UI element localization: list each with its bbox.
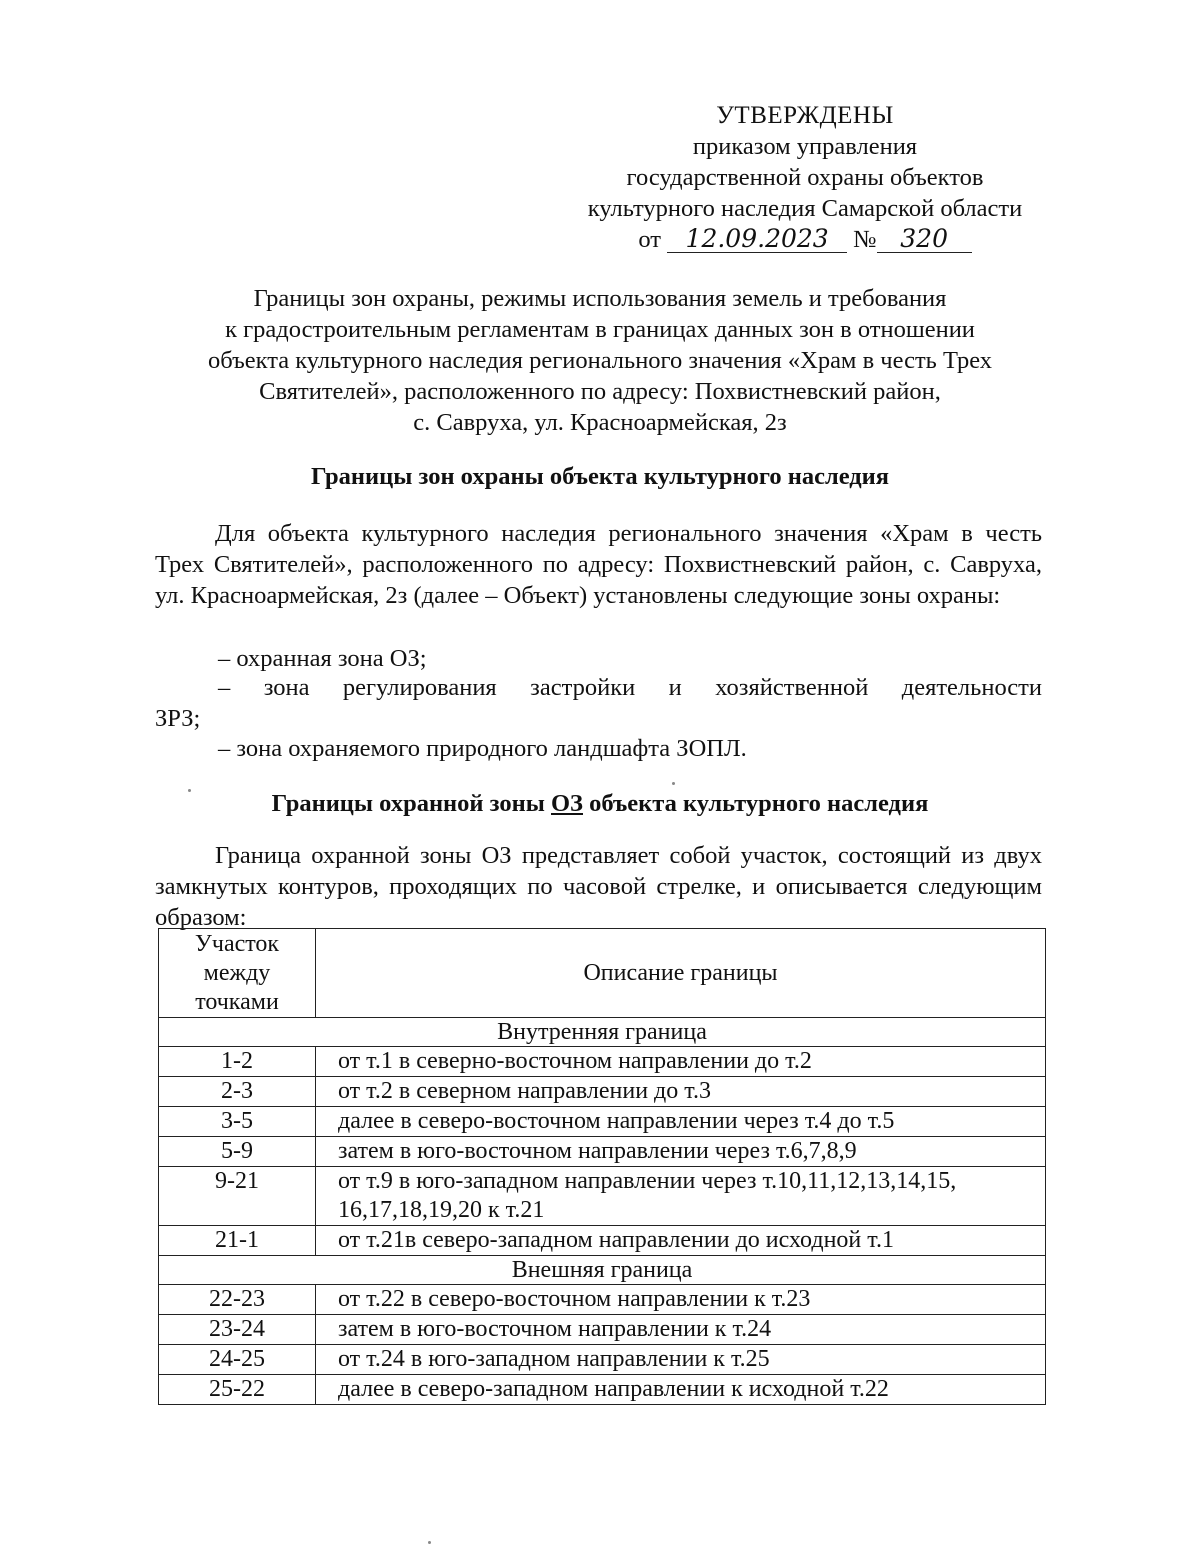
- section-2-paragraph: Граница охранной зоны ОЗ представляет собой участок, состоящий из двух замкнутых контуров, проходящих по часовой стрелке, и описывается следующим образом:: [155, 842, 1042, 931]
- section-2-heading-end: объекта культурного наследия: [583, 790, 929, 817]
- segment-cell: 25-22: [159, 1375, 316, 1405]
- approval-date-line: [540, 224, 1070, 255]
- title-line-5: с. Савруха, ул. Красноармейская, 2з: [413, 409, 787, 436]
- header-description: Описание границы: [316, 929, 1046, 1018]
- description-cell: от т.24 в юго-западном направлении к т.25: [316, 1345, 1046, 1375]
- table-row: [159, 1077, 1046, 1107]
- inner-boundary-row: [159, 1018, 1046, 1047]
- description-cell: затем в юго-восточном направлении через т.6,7,8,9: [316, 1137, 1046, 1167]
- table-row: [159, 1315, 1046, 1345]
- title-line-1: Границы зон охраны, режимы использования земель и требования: [253, 285, 947, 312]
- outer-boundary-row: [159, 1256, 1046, 1285]
- zone-list-item-1: – охранная зона ОЗ;: [218, 645, 427, 672]
- outer-boundary-title: Внешняя граница: [159, 1256, 1046, 1285]
- description-cell: от т.2 в северном направлении до т.3: [316, 1077, 1046, 1107]
- table-row: [159, 1137, 1046, 1167]
- title-line-3: объекта культурного наследия регионального значения «Храм в честь Трех: [207, 347, 993, 374]
- inner-boundary-title: Внутренняя граница: [159, 1018, 1046, 1047]
- description-cell: далее в северо-западном направлении к исходной т.22: [316, 1375, 1046, 1405]
- approval-line-2: государственной охраны объектов: [626, 164, 984, 191]
- approval-line-1: приказом управления: [692, 133, 918, 160]
- document-title: [160, 283, 1040, 438]
- header-segment: [159, 929, 316, 1018]
- description-cell: от т.9 в юго-западном направлении через т.10,11,12,13,14,15, 16,17,18,19,20 к т.21: [316, 1167, 1046, 1226]
- segment-cell: 23-24: [159, 1315, 316, 1345]
- table-header-row: [159, 929, 1046, 1018]
- segment-cell: 9-21: [159, 1167, 316, 1226]
- segment-cell: 21-1: [159, 1226, 316, 1256]
- table-row: [159, 1047, 1046, 1077]
- approval-heading: УТВЕРЖДЕНЫ: [716, 102, 894, 129]
- from-label: от: [638, 226, 661, 253]
- table-row: [159, 1167, 1046, 1226]
- section-2-heading: [150, 790, 1050, 818]
- boundary-table: [158, 928, 1046, 1405]
- segment-cell: 5-9: [159, 1137, 316, 1167]
- approval-block: [540, 100, 1070, 255]
- scan-speck: [188, 789, 191, 792]
- table-row: [159, 1345, 1046, 1375]
- section-1-heading: Границы зон охраны объекта культурного наследия: [310, 463, 890, 490]
- title-line-2: к градостроительным регламентам в границах данных зон в отношении: [225, 316, 975, 343]
- segment-cell: 3-5: [159, 1107, 316, 1137]
- header-segment-line-1: Участок: [194, 930, 280, 957]
- description-cell: затем в юго-восточном направлении к т.24: [316, 1315, 1046, 1345]
- description-cell: от т.21в северо-западном направлении до исходной т.1: [316, 1226, 1046, 1256]
- segment-cell: 22-23: [159, 1285, 316, 1315]
- description-cell: от т.22 в северо-восточном направлении к т.23: [316, 1285, 1046, 1315]
- zone-list-item-2-continued: ЗРЗ;: [155, 705, 201, 732]
- section-2-heading-start: Границы охранной зоны: [271, 790, 551, 817]
- title-line-4: Святителей», расположенного по адресу: Похвистневский район,: [259, 378, 941, 405]
- description-cell: от т.1 в северно-восточном направлении до т.2: [316, 1047, 1046, 1077]
- scan-speck: [672, 782, 675, 785]
- number-label: №: [853, 226, 877, 253]
- segment-cell: 1-2: [159, 1047, 316, 1077]
- table-row: [159, 1285, 1046, 1315]
- approval-line-3: культурного наследия Самарской области: [587, 195, 1023, 222]
- header-segment-line-3: точками: [195, 988, 279, 1015]
- header-segment-line-2: между: [203, 959, 271, 986]
- segment-cell: 2-3: [159, 1077, 316, 1107]
- description-cell: далее в северо-восточном направлении через т.4 до т.5: [316, 1107, 1046, 1137]
- section-2-heading-zone: ОЗ: [551, 790, 583, 817]
- scan-speck: [428, 1541, 431, 1544]
- handwritten-date: 12.09.2023: [667, 226, 847, 253]
- table-row: [159, 1375, 1046, 1405]
- table-row: [159, 1107, 1046, 1137]
- zone-list-item-2: – зона регулирования застройки и хозяйственной деятельности: [218, 674, 1042, 701]
- segment-cell: 24-25: [159, 1345, 316, 1375]
- handwritten-number: 320: [877, 226, 972, 253]
- table-row: [159, 1226, 1046, 1256]
- zone-list-item-3: – зона охраняемого природного ландшафта ЗОПЛ.: [218, 735, 747, 762]
- section-1-paragraph: Для объекта культурного наследия регионального значения «Храм в честь Трех Святителей», расположенного по адресу: Похвистневский район, с. Савруха, ул. Красноармейская, 2з (далее – Объект) установлены следующие зоны охраны:: [155, 520, 1042, 609]
